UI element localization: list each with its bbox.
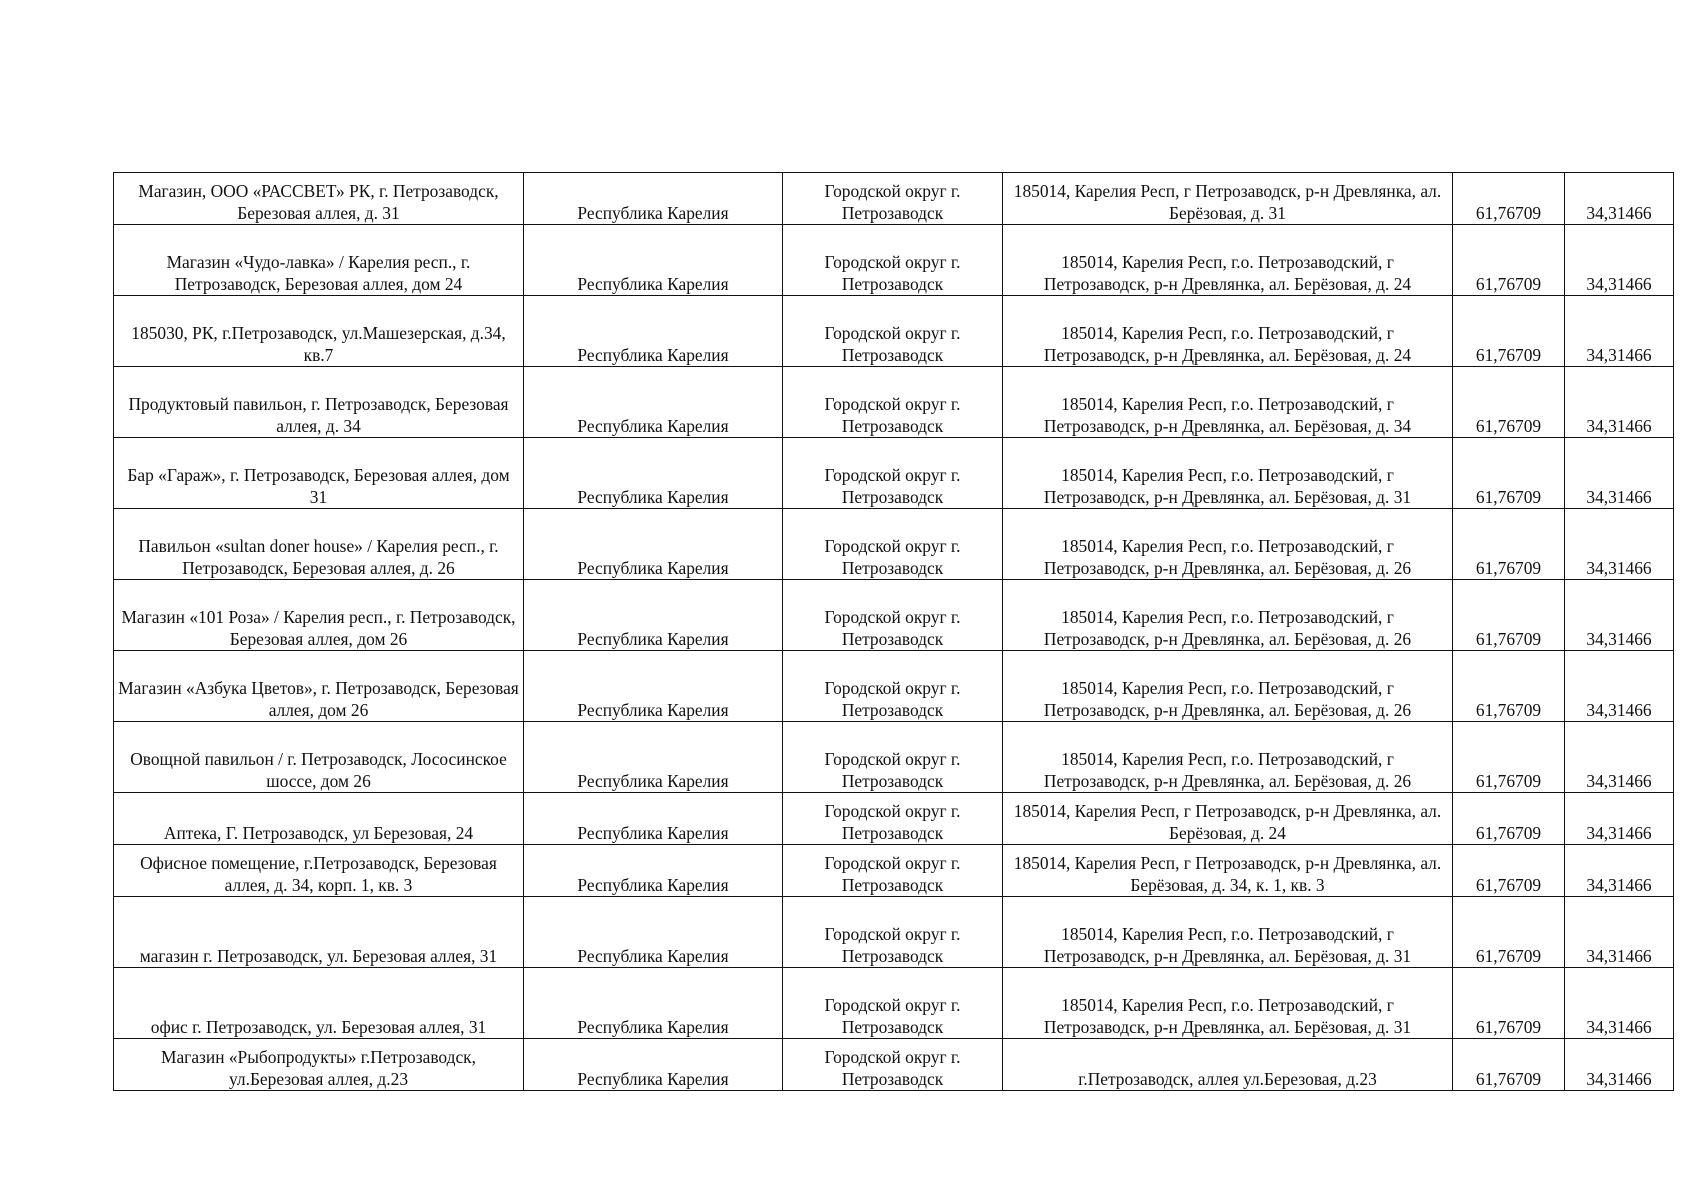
table-row <box>114 968 1674 1039</box>
table-row <box>114 793 1674 845</box>
district-cell: Городской округ г. Петрозаводск <box>783 173 1003 225</box>
longitude-cell: 34,31466 <box>1565 1039 1674 1091</box>
longitude-cell: 34,31466 <box>1565 651 1674 722</box>
object-name-cell: Павильон «sultan doner house» / Карелия респ., г. Петрозаводск, Березовая аллея, д. 26 <box>114 509 524 580</box>
address-cell: 185014, Карелия Респ, г.о. Петрозаводский, г Петрозаводск, р-н Древлянка, ал. Берёзовая, д. 31 <box>1003 897 1453 968</box>
address-cell: 185014, Карелия Респ, г.о. Петрозаводский, г Петрозаводск, р-н Древлянка, ал. Берёзовая, д. 34 <box>1003 367 1453 438</box>
longitude-cell: 34,31466 <box>1565 509 1674 580</box>
object-name-cell: Офисное помещение, г.Петрозаводск, Березовая аллея, д. 34, корп. 1, кв. 3 <box>114 845 524 897</box>
table-row <box>114 173 1674 225</box>
table-row <box>114 580 1674 651</box>
table-row <box>114 509 1674 580</box>
latitude-cell: 61,76709 <box>1453 897 1565 968</box>
object-name-cell: Магазин, ООО «РАССВЕТ» РК, г. Петрозаводск, Березовая аллея, д. 31 <box>114 173 524 225</box>
address-cell: 185014, Карелия Респ, г.о. Петрозаводский, г Петрозаводск, р-н Древлянка, ал. Берёзовая, д. 31 <box>1003 968 1453 1039</box>
longitude-cell: 34,31466 <box>1565 367 1674 438</box>
address-cell: 185014, Карелия Респ, г Петрозаводск, р-н Древлянка, ал. Берёзовая, д. 24 <box>1003 793 1453 845</box>
objects-table <box>113 172 1674 1091</box>
longitude-cell: 34,31466 <box>1565 580 1674 651</box>
object-name-cell: Продуктовый павильон, г. Петрозаводск, Березовая аллея, д. 34 <box>114 367 524 438</box>
latitude-cell: 61,76709 <box>1453 367 1565 438</box>
object-name-cell: Бар «Гараж», г. Петрозаводск, Березовая аллея, дом 31 <box>114 438 524 509</box>
region-cell: Республика Карелия <box>524 651 783 722</box>
longitude-cell: 34,31466 <box>1565 968 1674 1039</box>
region-cell: Республика Карелия <box>524 845 783 897</box>
region-cell: Республика Карелия <box>524 438 783 509</box>
region-cell: Республика Карелия <box>524 968 783 1039</box>
region-cell: Республика Карелия <box>524 722 783 793</box>
longitude-cell: 34,31466 <box>1565 225 1674 296</box>
district-cell: Городской округ г. Петрозаводск <box>783 367 1003 438</box>
address-cell: 185014, Карелия Респ, г.о. Петрозаводский, г Петрозаводск, р-н Древлянка, ал. Берёзовая, д. 26 <box>1003 580 1453 651</box>
district-cell: Городской округ г. Петрозаводск <box>783 509 1003 580</box>
region-cell: Республика Карелия <box>524 897 783 968</box>
table-row <box>114 897 1674 968</box>
table-row <box>114 722 1674 793</box>
longitude-cell: 34,31466 <box>1565 438 1674 509</box>
address-cell: 185014, Карелия Респ, г.о. Петрозаводский, г Петрозаводск, р-н Древлянка, ал. Берёзовая, д. 26 <box>1003 722 1453 793</box>
latitude-cell: 61,76709 <box>1453 509 1565 580</box>
latitude-cell: 61,76709 <box>1453 722 1565 793</box>
district-cell: Городской округ г. Петрозаводск <box>783 968 1003 1039</box>
address-cell: 185014, Карелия Респ, г.о. Петрозаводский, г Петрозаводск, р-н Древлянка, ал. Берёзовая, д. 26 <box>1003 651 1453 722</box>
latitude-cell: 61,76709 <box>1453 968 1565 1039</box>
latitude-cell: 61,76709 <box>1453 296 1565 367</box>
district-cell: Городской округ г. Петрозаводск <box>783 438 1003 509</box>
table-row <box>114 438 1674 509</box>
longitude-cell: 34,31466 <box>1565 722 1674 793</box>
district-cell: Городской округ г. Петрозаводск <box>783 225 1003 296</box>
latitude-cell: 61,76709 <box>1453 1039 1565 1091</box>
address-cell: г.Петрозаводск, аллея ул.Березовая, д.23 <box>1003 1039 1453 1091</box>
region-cell: Республика Карелия <box>524 173 783 225</box>
latitude-cell: 61,76709 <box>1453 845 1565 897</box>
region-cell: Республика Карелия <box>524 1039 783 1091</box>
region-cell: Республика Карелия <box>524 793 783 845</box>
table-row <box>114 367 1674 438</box>
district-cell: Городской округ г. Петрозаводск <box>783 793 1003 845</box>
latitude-cell: 61,76709 <box>1453 438 1565 509</box>
table-row <box>114 225 1674 296</box>
longitude-cell: 34,31466 <box>1565 897 1674 968</box>
object-name-cell: Магазин «Азбука Цветов», г. Петрозаводск, Березовая аллея, дом 26 <box>114 651 524 722</box>
address-cell: 185014, Карелия Респ, г Петрозаводск, р-н Древлянка, ал. Берёзовая, д. 34, к. 1, кв. 3 <box>1003 845 1453 897</box>
longitude-cell: 34,31466 <box>1565 296 1674 367</box>
object-name-cell: Магазин «101 Роза» / Карелия респ., г. Петрозаводск, Березовая аллея, дом 26 <box>114 580 524 651</box>
latitude-cell: 61,76709 <box>1453 793 1565 845</box>
region-cell: Республика Карелия <box>524 580 783 651</box>
address-cell: 185014, Карелия Респ, г.о. Петрозаводский, г Петрозаводск, р-н Древлянка, ал. Берёзовая, д. 26 <box>1003 509 1453 580</box>
latitude-cell: 61,76709 <box>1453 651 1565 722</box>
table-row <box>114 651 1674 722</box>
longitude-cell: 34,31466 <box>1565 845 1674 897</box>
address-cell: 185014, Карелия Респ, г.о. Петрозаводский, г Петрозаводск, р-н Древлянка, ал. Берёзовая, д. 24 <box>1003 296 1453 367</box>
table-row <box>114 1039 1674 1091</box>
latitude-cell: 61,76709 <box>1453 580 1565 651</box>
region-cell: Республика Карелия <box>524 225 783 296</box>
region-cell: Республика Карелия <box>524 296 783 367</box>
longitude-cell: 34,31466 <box>1565 793 1674 845</box>
district-cell: Городской округ г. Петрозаводск <box>783 1039 1003 1091</box>
district-cell: Городской округ г. Петрозаводск <box>783 845 1003 897</box>
table-row <box>114 296 1674 367</box>
district-cell: Городской округ г. Петрозаводск <box>783 897 1003 968</box>
object-name-cell: Магазин «Рыбопродукты» г.Петрозаводск, ул.Березовая аллея, д.23 <box>114 1039 524 1091</box>
object-name-cell: магазин г. Петрозаводск, ул. Березовая аллея, 31 <box>114 897 524 968</box>
address-cell: 185014, Карелия Респ, г Петрозаводск, р-н Древлянка, ал. Берёзовая, д. 31 <box>1003 173 1453 225</box>
district-cell: Городской округ г. Петрозаводск <box>783 722 1003 793</box>
address-cell: 185014, Карелия Респ, г.о. Петрозаводский, г Петрозаводск, р-н Древлянка, ал. Берёзовая, д. 24 <box>1003 225 1453 296</box>
latitude-cell: 61,76709 <box>1453 173 1565 225</box>
longitude-cell: 34,31466 <box>1565 173 1674 225</box>
region-cell: Республика Карелия <box>524 367 783 438</box>
objects-table-body <box>114 173 1674 1091</box>
table-row <box>114 845 1674 897</box>
object-name-cell: Аптека, Г. Петрозаводск, ул Березовая, 24 <box>114 793 524 845</box>
object-name-cell: 185030, РК, г.Петрозаводск, ул.Машезерская, д.34, кв.7 <box>114 296 524 367</box>
address-cell: 185014, Карелия Респ, г.о. Петрозаводский, г Петрозаводск, р-н Древлянка, ал. Берёзовая, д. 31 <box>1003 438 1453 509</box>
district-cell: Городской округ г. Петрозаводск <box>783 651 1003 722</box>
region-cell: Республика Карелия <box>524 509 783 580</box>
latitude-cell: 61,76709 <box>1453 225 1565 296</box>
district-cell: Городской округ г. Петрозаводск <box>783 296 1003 367</box>
district-cell: Городской округ г. Петрозаводск <box>783 580 1003 651</box>
object-name-cell: Овощной павильон / г. Петрозаводск, Лососинское шоссе, дом 26 <box>114 722 524 793</box>
object-name-cell: Магазин «Чудо-лавка» / Карелия респ., г. Петрозаводск, Березовая аллея, дом 24 <box>114 225 524 296</box>
object-name-cell: офис г. Петрозаводск, ул. Березовая аллея, 31 <box>114 968 524 1039</box>
